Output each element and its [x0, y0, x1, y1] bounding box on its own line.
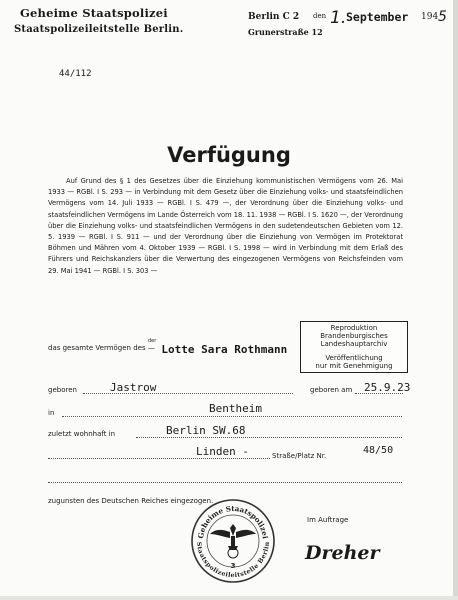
last-residence-dotted-line — [136, 437, 402, 438]
date-year: 194 — [421, 12, 439, 22]
birthplace: Jastrow — [110, 381, 157, 394]
archive-stamp — [300, 321, 408, 373]
date-day: 1. — [330, 8, 347, 28]
date-month: September — [346, 10, 409, 24]
seal-center-mark: 3 — [230, 562, 236, 570]
reference-number: 44/112 — [59, 69, 92, 79]
person-name: Lotte Sara Rothmann — [161, 343, 288, 356]
office-name: Staatspolizeileitstelle Berlin. — [14, 24, 184, 35]
property-label: das gesamte Vermögen des — — [48, 344, 155, 352]
birthdate: 25.9.23 — [364, 381, 411, 394]
seal-ring-top: Geheime Staatspolizei — [196, 503, 270, 540]
stamp-line-2: Brandenburgisches — [320, 332, 388, 340]
born-on-label: geboren am — [310, 386, 353, 394]
street-number: 48/50 — [363, 445, 394, 456]
street-label: Straße/Platz Nr. — [272, 452, 327, 460]
date-year-digit: 5 — [438, 9, 447, 25]
official-seal — [190, 498, 276, 584]
street-dotted-line — [48, 458, 270, 459]
paper-edge-bottom — [0, 596, 458, 600]
stamp-line-4: Veröffentlichung — [325, 354, 383, 362]
conclusion-text: zugunsten des Deutschen Reiches eingezogen. — [48, 497, 214, 505]
in-label: in — [48, 409, 55, 417]
street-name: Linden - — [196, 445, 249, 458]
date-prefix: den — [313, 12, 327, 20]
in-dotted-line — [62, 416, 402, 417]
stamp-line-3: Landeshauptarchiv — [320, 340, 388, 348]
seal-ring-bottom: Staatspolizeileitstelle Berlin — [194, 541, 272, 580]
signature: Dreher — [305, 542, 380, 564]
person-prefix: der — [148, 338, 157, 344]
paper-edge — [453, 0, 458, 600]
by-order-text: Im Auftrage — [307, 516, 349, 524]
born-label: geboren — [48, 386, 77, 394]
legal-body-text: Auf Grund des § 1 des Gesetzes über die Einziehung kommunistischen Vermögens vom 26. Mai 1933 — RGBl. I S. 293 — in Verbindung mit dem Gesetz über die Einziehung volks- und staatsfeindlichen Vermögens vom 14. Juli 1933 — RGBl. I S. 479 —, der Verordnung über die Einziehung volks- und staatsfeindlichen Vermögens im Lande Österreich vom 18. 11. 1938 — RGBl. I S. 1620 —, der Verordnung über die Einziehung volks- und staatsfeindlichen Vermögens in den sudetendeutschen Gebieten vom 12. 5. 1939 — RGBl. I S. 911 — und der Verordnung über die Einziehung von Vermögen im Protektorat Böhmen und Mähren vom 4. Oktober 1939 — RGBl. I S. 1998 — wird in Verbindung mit dem Erlaß des Führers und Reichskanzlers über die Verwertung des eingezogenen Vermögens von Reichsfeinden vom 29. Mai 1941 — RGBl. I S. 303 — — [48, 177, 403, 275]
eagle-emblem-icon — [210, 524, 256, 550]
blank-dotted-line — [48, 482, 402, 483]
person-line — [148, 338, 298, 356]
header-street: Grunerstraße 12 — [248, 27, 323, 37]
header-city: Berlin C 2 — [248, 12, 300, 22]
stamp-line-5: nur mit Genehmigung — [315, 362, 393, 370]
agency-name: Geheime Staatspolizei — [20, 6, 168, 20]
residence: Bentheim — [209, 402, 262, 415]
last-city: Berlin SW.68 — [166, 424, 246, 437]
stamp-line-1: Reproduktion — [330, 324, 378, 332]
last-residence-label: zuletzt wohnhaft in — [48, 430, 116, 438]
document-title: Verfügung — [167, 143, 291, 167]
